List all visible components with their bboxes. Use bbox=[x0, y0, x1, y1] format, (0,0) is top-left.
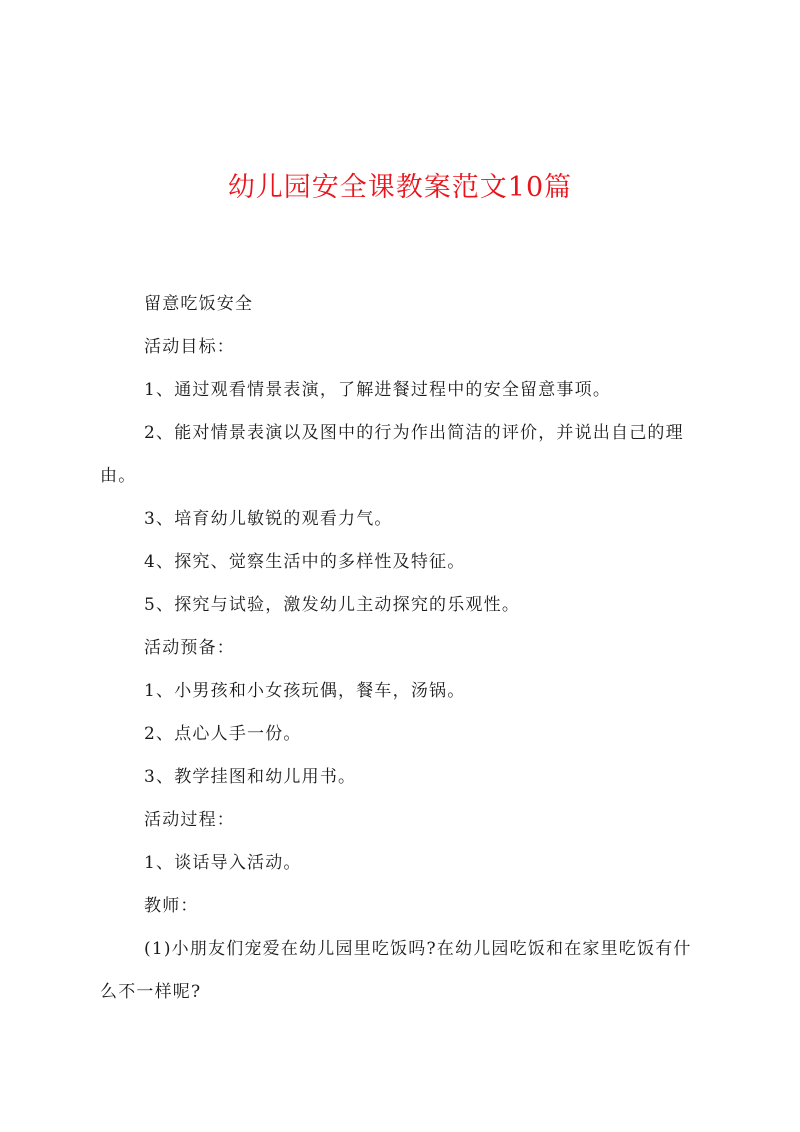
paragraph: 1、谈话导入活动。 bbox=[144, 853, 302, 873]
document-body bbox=[100, 283, 702, 1014]
paragraph: 活动预备： bbox=[144, 638, 235, 658]
paragraph: 教师： bbox=[144, 896, 199, 916]
paragraph: 2、点心人手一份。 bbox=[144, 724, 302, 744]
document-title: 幼儿园安全课教案范文10篇 bbox=[227, 172, 573, 203]
paragraph: 1、小男孩和小女孩玩偶，餐车，汤锅。 bbox=[144, 681, 466, 701]
paragraph: 活动目标： bbox=[144, 337, 235, 357]
paragraph: 2、能对情景表演以及图中的行为作出简洁的评价，并说出自己的理由。 bbox=[100, 423, 684, 486]
paragraph: 3、培育幼儿敏锐的观看力气。 bbox=[144, 509, 393, 529]
paragraph: 活动过程： bbox=[144, 810, 235, 830]
paragraph: 留意吃饭安全 bbox=[144, 294, 254, 314]
paragraph: 3、教学挂图和幼儿用书。 bbox=[144, 767, 357, 787]
paragraph: 1、通过观看情景表演，了解进餐过程中的安全留意事项。 bbox=[144, 380, 612, 400]
paragraph: (1)小朋友们宠爱在幼儿园里吃饭吗?在幼儿园吃饭和在家里吃饭有什么不一样呢? bbox=[100, 939, 692, 1002]
paragraph: 5、探究与试验，激发幼儿主动探究的乐观性。 bbox=[144, 595, 521, 615]
paragraph: 4、探究、觉察生活中的多样性及特征。 bbox=[144, 552, 466, 572]
